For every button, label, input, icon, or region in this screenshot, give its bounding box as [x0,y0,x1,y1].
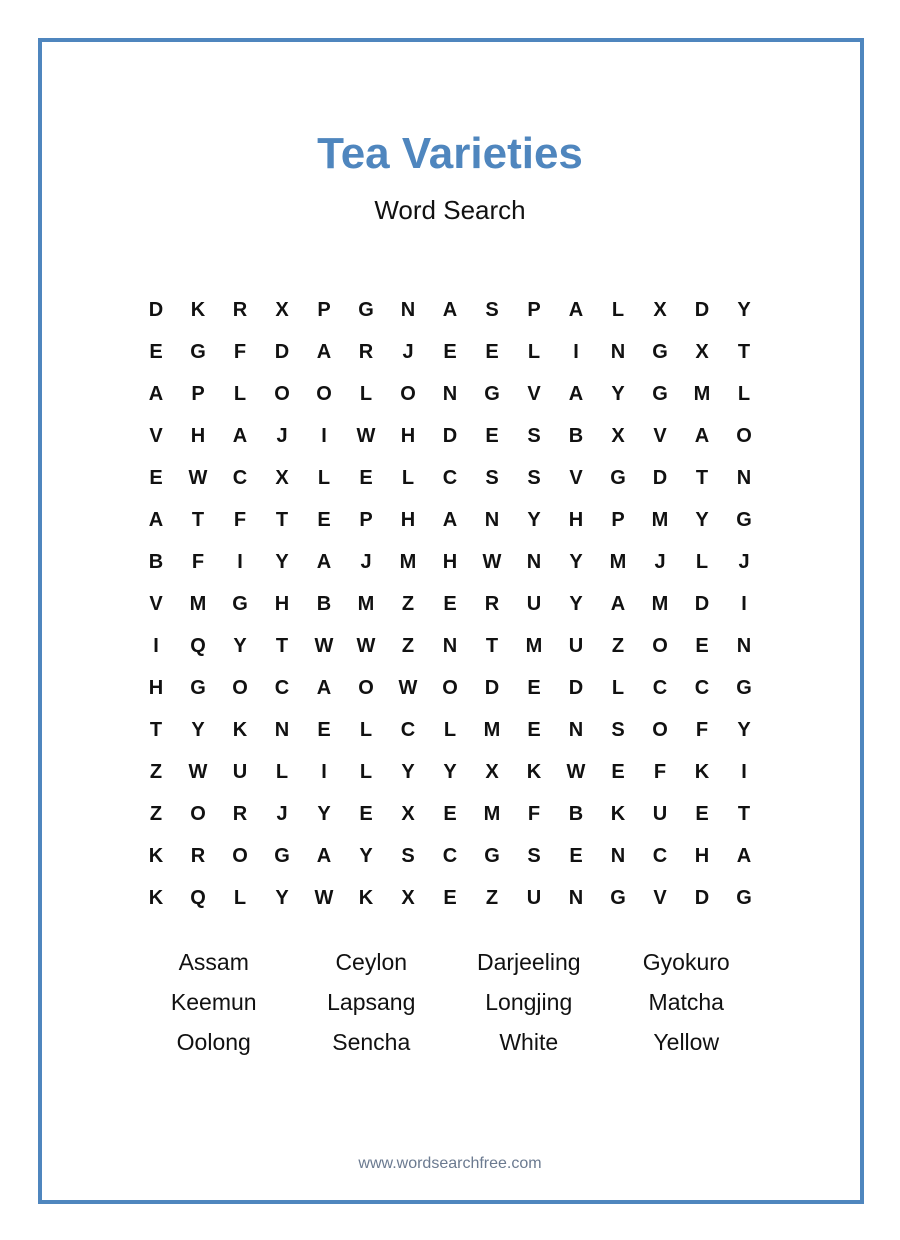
grid-letter: A [316,341,332,363]
grid-letter: R [190,845,206,867]
grid-letter: V [149,425,163,447]
letter-grid [135,289,765,919]
grid-letter: U [526,593,542,615]
grid-letter: G [190,677,206,699]
grid-letter: C [442,467,458,489]
grid-letter: H [148,677,164,699]
grid-letter: C [652,845,668,867]
grid-letter: V [653,425,667,447]
grid-letter: W [314,887,334,909]
grid-letter: A [568,299,584,321]
grid-letter: L [359,761,373,783]
grid-letter: S [485,467,499,489]
grid-letter: A [694,425,710,447]
grid-letter: Z [401,593,415,615]
grid-letter: C [232,467,248,489]
grid-letter: H [400,425,416,447]
grid-letter: N [526,551,542,573]
grid-letter: Y [611,383,625,405]
grid-letter: E [485,341,499,363]
grid-letter: G [484,383,500,405]
grid-letter: L [611,299,625,321]
grid-letter: L [611,677,625,699]
grid-letter: G [358,299,374,321]
grid-letter: M [357,593,375,615]
grid-letter: L [443,719,457,741]
grid-letter: Y [191,719,205,741]
grid-letter: W [482,551,502,573]
grid-letter: Z [485,887,499,909]
grid-letter: E [527,719,541,741]
word-list-item: Yellow [653,1029,720,1055]
grid-letter: T [695,467,709,489]
grid-letter: J [276,425,288,447]
grid-letter: Z [149,761,163,783]
grid-letter: F [233,341,247,363]
grid-letter: V [527,383,541,405]
grid-letter: M [693,383,711,405]
grid-letter: Y [359,845,373,867]
grid-letter: S [527,425,541,447]
grid-letter: I [573,341,579,363]
grid-letter: X [275,299,289,321]
grid-letter: X [401,803,415,825]
grid-letter: G [736,677,752,699]
grid-letter: A [148,509,164,531]
page-subtitle: Word Search [374,195,526,225]
grid-letter: N [400,299,416,321]
grid-letter: F [191,551,205,573]
grid-letter: A [736,845,752,867]
grid-letter: Y [233,635,247,657]
grid-letter: I [153,635,159,657]
grid-letter: O [232,677,248,699]
grid-letter: U [568,635,584,657]
grid-letter: T [485,635,499,657]
grid-letter: T [737,803,751,825]
grid-letter: N [736,635,752,657]
grid-letter: J [402,341,414,363]
word-list-item: Longjing [485,989,573,1015]
grid-letter: O [274,383,290,405]
grid-letter: I [321,761,327,783]
grid-letter: E [443,803,457,825]
grid-letter: H [694,845,710,867]
word-list-item: White [499,1029,559,1055]
page-title: Tea Varieties [317,129,583,178]
word-list [135,942,765,1062]
grid-letter: Q [190,635,206,657]
grid-letter: Y [527,509,541,531]
grid-letter: X [695,341,709,363]
grid-letter: E [149,467,163,489]
grid-letter: S [527,467,541,489]
grid-letter: P [611,509,625,531]
grid-letter: C [652,677,668,699]
grid-letter: G [652,341,668,363]
grid-letter: U [232,761,248,783]
grid-letter: E [359,467,373,489]
grid-letter: K [526,761,542,783]
grid-letter: I [741,593,747,615]
grid-letter: G [652,383,668,405]
grid-letter: L [233,887,247,909]
grid-letter: F [653,761,667,783]
grid-letter: K [358,887,374,909]
grid-letter: C [694,677,710,699]
grid-letter: Y [275,887,289,909]
grid-letter: W [188,467,208,489]
grid-letter: Y [569,551,583,573]
grid-letter: J [738,551,750,573]
grid-letter: K [610,803,626,825]
grid-letter: N [610,845,626,867]
grid-letter: M [609,551,627,573]
grid-letter: C [400,719,416,741]
grid-letter: M [189,593,207,615]
grid-letter: A [568,383,584,405]
grid-letter: R [232,803,248,825]
grid-letter: I [741,761,747,783]
grid-letter: D [694,299,710,321]
grid-letter: H [568,509,584,531]
grid-letter: T [275,635,289,657]
grid-letter: O [736,425,752,447]
grid-letter: C [274,677,290,699]
grid-letter: W [398,677,418,699]
grid-letter: O [232,845,248,867]
grid-letter: G [736,887,752,909]
grid-letter: O [316,383,332,405]
word-list-item: Gyokuro [642,949,730,975]
grid-letter: A [148,383,164,405]
grid-letter: L [359,719,373,741]
grid-letter: R [484,593,500,615]
grid-letter: X [401,887,415,909]
grid-letter: K [694,761,710,783]
grid-letter: E [611,761,625,783]
grid-letter: B [568,803,584,825]
word-list-item: Darjeeling [476,949,581,975]
grid-letter: L [275,761,289,783]
grid-letter: D [442,425,458,447]
grid-letter: G [610,467,626,489]
grid-letter: O [652,719,668,741]
grid-letter: N [484,509,500,531]
grid-letter: A [610,593,626,615]
grid-letter: B [148,551,164,573]
grid-letter: E [149,341,163,363]
grid-letter: E [485,425,499,447]
grid-letter: G [232,593,248,615]
grid-letter: G [190,341,206,363]
grid-letter: P [317,299,331,321]
grid-letter: R [358,341,374,363]
grid-letter: B [568,425,584,447]
grid-letter: L [359,383,373,405]
grid-letter: Y [317,803,331,825]
grid-letter: D [694,887,710,909]
word-list-item: Assam [178,949,249,975]
grid-letter: E [443,887,457,909]
word-list-item: Lapsang [327,989,416,1015]
grid-letter: E [443,341,457,363]
grid-letter: E [695,635,709,657]
grid-letter: T [191,509,205,531]
grid-letter: D [484,677,500,699]
grid-letter: Y [443,761,457,783]
grid-letter: W [566,761,586,783]
word-list-item: Oolong [176,1029,251,1055]
grid-letter: T [737,341,751,363]
grid-letter: D [694,593,710,615]
grid-letter: W [356,635,376,657]
grid-letter: Y [401,761,415,783]
word-list-item: Ceylon [335,949,408,975]
grid-letter: N [274,719,290,741]
grid-letter: X [485,761,499,783]
grid-letter: N [568,887,584,909]
grid-letter: K [232,719,248,741]
grid-letter: F [527,803,541,825]
grid-letter: O [190,803,206,825]
grid-letter: G [484,845,500,867]
grid-letter: L [401,467,415,489]
grid-letter: G [736,509,752,531]
grid-letter: M [525,635,543,657]
word-list-item: Matcha [648,989,724,1015]
grid-letter: K [148,887,164,909]
grid-letter: P [191,383,205,405]
grid-letter: E [317,509,331,531]
grid-letter: N [568,719,584,741]
grid-letter: M [483,719,501,741]
grid-letter: A [316,551,332,573]
grid-letter: H [190,425,206,447]
grid-letter: F [233,509,247,531]
word-list-item: Keemun [170,989,257,1015]
grid-letter: M [651,509,669,531]
grid-letter: L [317,467,331,489]
grid-letter: Y [737,299,751,321]
grid-letter: L [695,551,709,573]
grid-letter: J [360,551,372,573]
grid-letter: G [274,845,290,867]
grid-letter: Y [569,593,583,615]
grid-letter: N [736,467,752,489]
grid-letter: D [568,677,584,699]
grid-letter: S [485,299,499,321]
grid-letter: Z [401,635,415,657]
grid-letter: Q [190,887,206,909]
grid-letter: F [695,719,709,741]
grid-letter: T [275,509,289,531]
grid-letter: E [317,719,331,741]
grid-letter: N [442,635,458,657]
grid-letter: P [359,509,373,531]
footer-url: www.wordsearchfree.com [358,1155,542,1172]
grid-letter: D [652,467,668,489]
grid-letter: A [316,845,332,867]
grid-letter: H [274,593,290,615]
grid-letter: D [274,341,290,363]
grid-letter: M [651,593,669,615]
grid-letter: Z [611,635,625,657]
grid-letter: E [443,593,457,615]
grid-letter: Z [149,803,163,825]
grid-letter: N [442,383,458,405]
grid-letter: E [695,803,709,825]
grid-letter: R [232,299,248,321]
grid-letter: L [233,383,247,405]
grid-letter: Y [695,509,709,531]
grid-letter: V [149,593,163,615]
grid-letter: I [321,425,327,447]
grid-letter: Y [275,551,289,573]
grid-letter: E [527,677,541,699]
grid-letter: C [442,845,458,867]
grid-letter: J [276,803,288,825]
grid-letter: O [442,677,458,699]
grid-letter: H [442,551,458,573]
grid-letter: K [190,299,206,321]
word-list-item: Sencha [332,1029,411,1055]
grid-letter: L [737,383,751,405]
grid-letter: M [483,803,501,825]
grid-letter: G [610,887,626,909]
grid-letter: M [399,551,417,573]
grid-letter: H [400,509,416,531]
grid-letter: W [314,635,334,657]
grid-letter: T [149,719,163,741]
grid-letter: B [316,593,332,615]
grid-letter: W [188,761,208,783]
grid-letter: E [359,803,373,825]
grid-letter: A [316,677,332,699]
grid-letter: S [527,845,541,867]
grid-letter: E [569,845,583,867]
grid-letter: V [653,887,667,909]
grid-letter: I [237,551,243,573]
grid-letter: O [400,383,416,405]
grid-letter: A [442,299,458,321]
grid-letter: Y [737,719,751,741]
grid-letter: A [442,509,458,531]
grid-letter: X [653,299,667,321]
grid-letter: S [611,719,625,741]
grid-letter: A [232,425,248,447]
grid-letter: X [611,425,625,447]
grid-letter: W [356,425,376,447]
grid-letter: P [527,299,541,321]
grid-letter: X [275,467,289,489]
grid-letter: O [652,635,668,657]
grid-letter: L [527,341,541,363]
grid-letter: U [652,803,668,825]
grid-letter: D [148,299,164,321]
grid-letter: S [401,845,415,867]
grid-letter: U [526,887,542,909]
grid-letter: J [654,551,666,573]
grid-letter: K [148,845,164,867]
grid-letter: O [358,677,374,699]
grid-letter: N [610,341,626,363]
grid-letter: V [569,467,583,489]
